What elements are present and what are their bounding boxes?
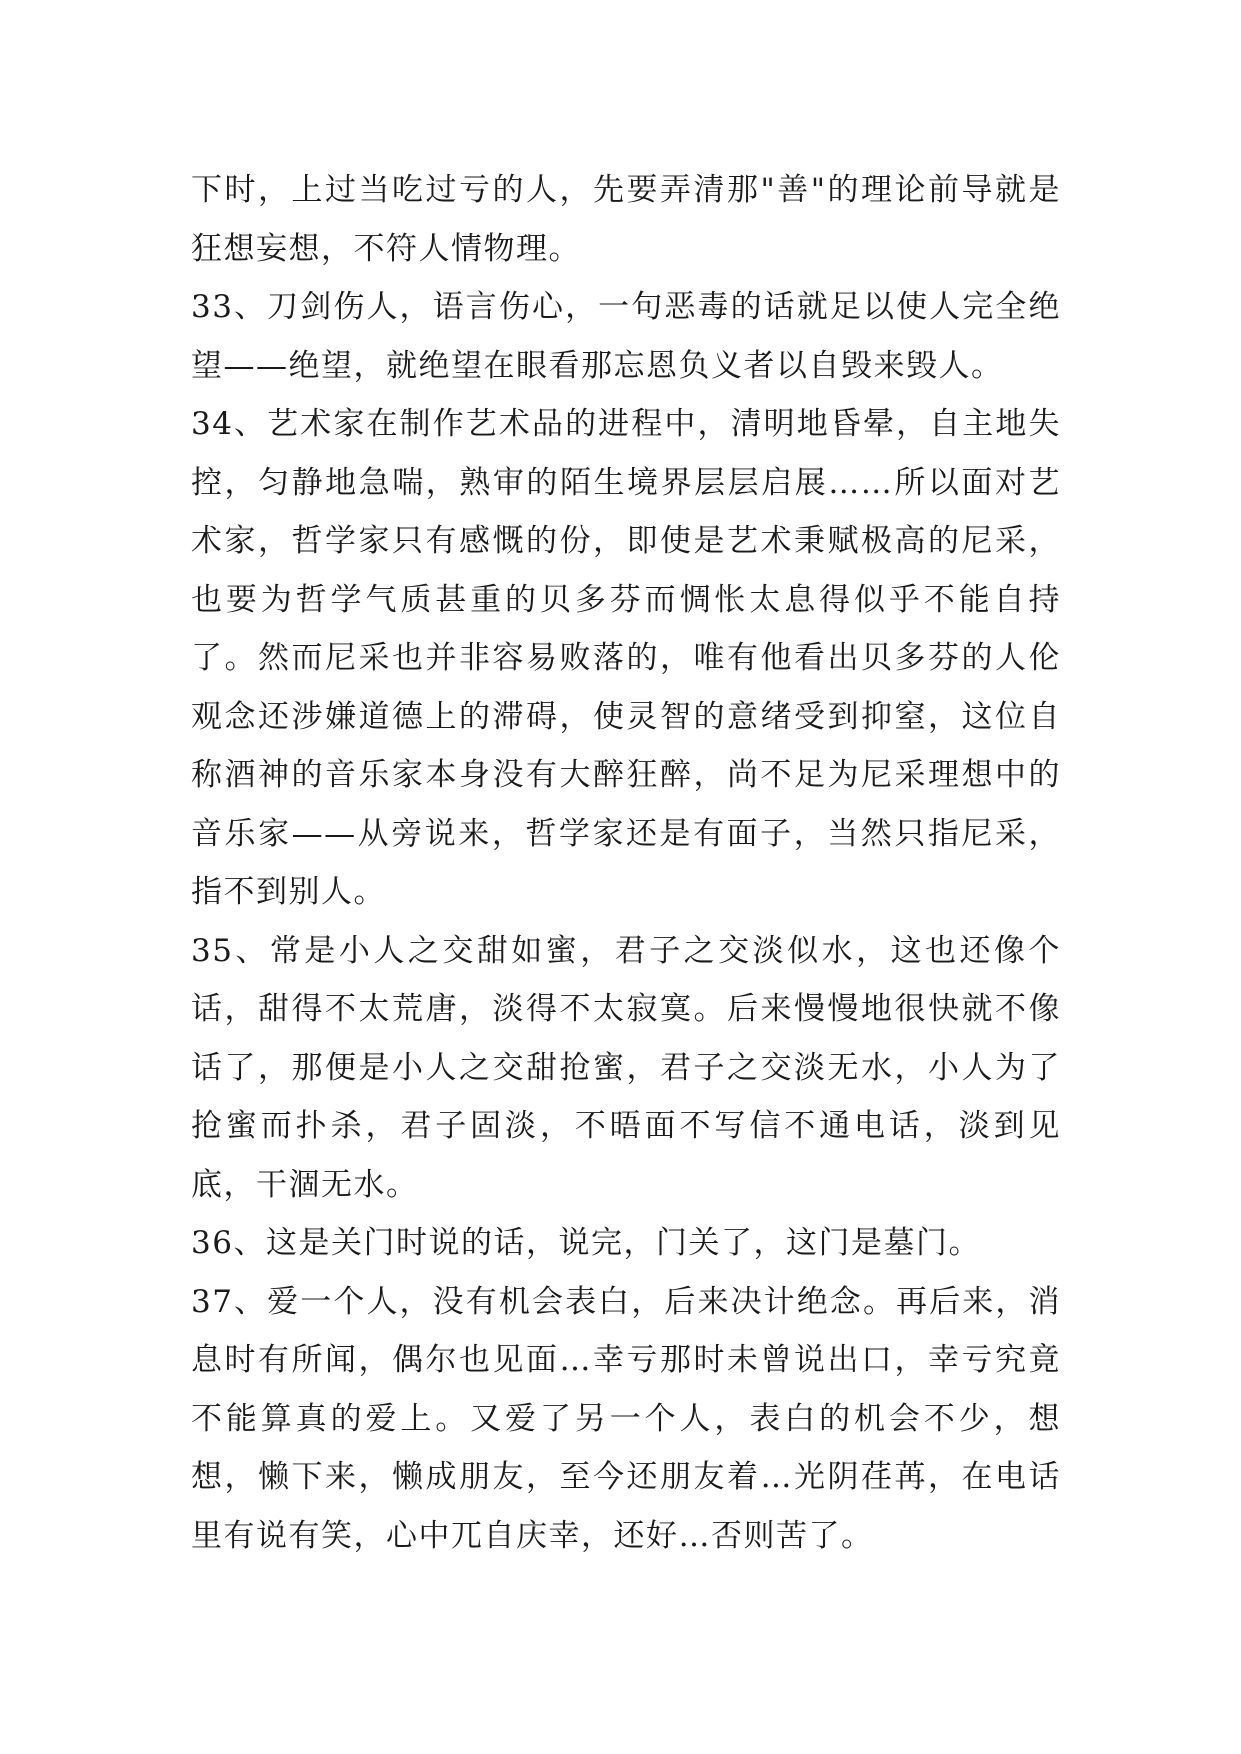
paragraph-37: 37、爱一个人，没有机会表白，后来决计绝念。再后来，消息时有所闻，偶尔也见面…幸亏那时未曾说出口，幸亏究竟不能算真的爱上。又爱了另一个人，表白的机会不少，想想，懒下来，懒成朋友，至今还朋友着…光阴荏苒，在电话里有说有笑，心中兀自庆幸，还好…否则苦了。 <box>191 1283 1061 1554</box>
paragraph-35: 35、常是小人之交甜如蜜，君子之交淡似水，这也还像个话，甜得不太荒唐，淡得不太寂寞。后来慢慢地很快就不像话了，那便是小人之交甜抢蜜，君子之交淡无水，小人为了抢蜜而扑杀，君子固淡，不晤面不写信不通电话，淡到见底，干涸无水。 <box>191 932 1061 1203</box>
paragraph-34: 34、艺术家在制作艺术品的进程中，清明地昏晕，自主地失控，匀静地急喘，熟审的陌生境界层层启展……所以面对艺术家，哲学家只有感慨的份，即使是艺术秉赋极高的尼采，也要为哲学气质甚重的贝多芬而惆怅太息得似乎不能自持了。然而尼采也并非容易败落的，唯有他看出贝多芬的人伦观念还涉嫌道德上的滞碍，使灵智的意绪受到抑窒，这位自称酒神的音乐家本身没有大醉狂醉，尚不足为尼采理想中的音乐家——从旁说来，哲学家还是有面子，当然只指尼采，指不到别人。 <box>191 406 1061 910</box>
document-body <box>191 161 1061 1565</box>
paragraph-36: 36、这是关门时说的话，说完，门关了，这门是墓门。 <box>191 1225 981 1261</box>
paragraph-33: 33、刀剑伤人，语言伤心，一句恶毒的话就足以使人完全绝望——绝望，就绝望在眼看那忘恩负义者以自毁来毁人。 <box>191 289 1061 384</box>
paragraph-continuation: 下时，上过当吃过亏的人，先要弄清那"善"的理论前导就是狂想妄想，不符人情物理。 <box>191 172 1061 267</box>
